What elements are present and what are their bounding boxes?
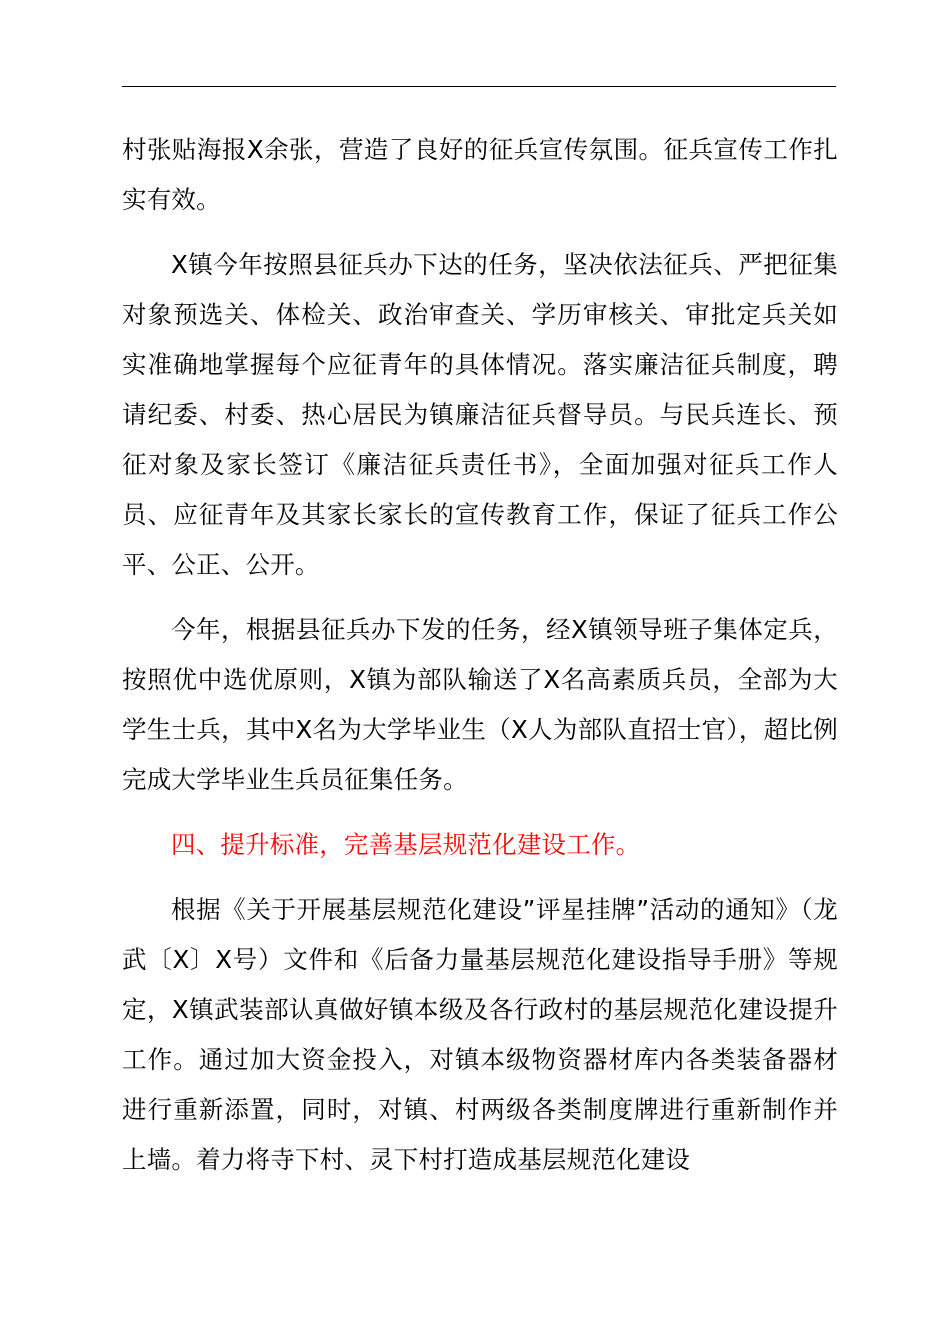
paragraph-continuation: 村张贴海报X余张，营造了良好的征兵宣传氛围。征兵宣传工作扎实有效。 [122,135,838,214]
paragraph-standardization: 根据《关于开展基层规范化建设”评星挂牌”活动的通知》（龙武〔X〕X号）文件和《后备力量基层规范化建设指导手册》等规定，X镇武装部认真做好镇本级及各行政村的基层规范化建设提升工作。通过加大资金投入，对镇本级物资器材库内各类装备器材进行重新添置，同时，对镇、村两级各类制度牌进行重新制作并上墙。着力将寺下村、灵下村打造成基层规范化建设 [122,895,838,1174]
header-rule [122,86,836,87]
section-heading: 四、提升标准，完善基层规范化建设工作。 [171,830,641,859]
paragraph-recruitment-results: 今年，根据县征兵办下发的任务，经X镇领导班子集体定兵，按照优中选优原则，X镇为部队输送了X名高素质兵员，全部为大学生士兵，其中X名为大学毕业生（X人为部队直招士官），超比例完成大学毕业生兵员征集任务。 [122,615,838,794]
document-body [122,125,838,1185]
paragraph-clean-recruitment: X镇今年按照县征兵办下达的任务，坚决依法征兵、严把征集对象预选关、体检关、政治审查关、学历审核关、审批定兵关如实准确地掌握每个应征青年的具体情况。落实廉洁征兵制度，聘请纪委、村委、热心居民为镇廉洁征兵督导员。与民兵连长、预征对象及家长签订《廉洁征兵责任书》，全面加强对征兵工作人员、应征青年及其家长家长的宣传教育工作，保证了征兵工作公平、公正、公开。 [122,250,838,579]
